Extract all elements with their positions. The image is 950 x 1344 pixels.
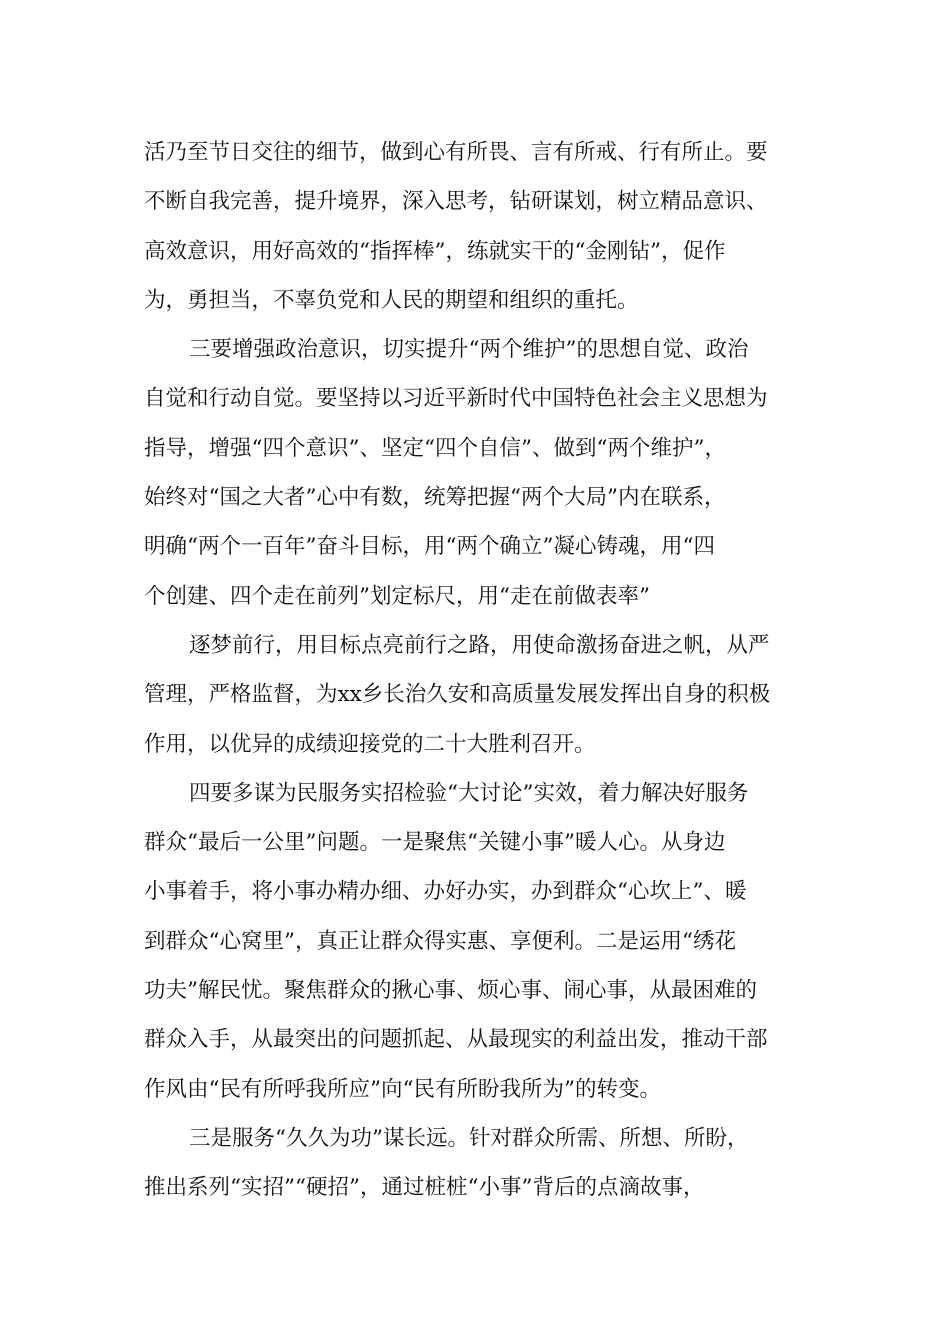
text-line: 明确“两个一百年”奋斗目标，用“两个确立”凝心铸魂，用“四 (144, 534, 715, 560)
text-line: 群众“最后一公里”问题。一是聚焦“关键小事”暖人心。从身边 (144, 830, 726, 856)
paragraph-start-line: 三要增强政治意识，切实提升“两个维护”的思想自觉、政治 (189, 337, 749, 363)
text-line: 作风由“民有所呼我所应”向“民有所盼我所为”的转变。 (144, 1076, 661, 1102)
text-line: 为，勇担当，不辜负党和人民的期望和组织的重托。 (144, 287, 639, 313)
text-line: 高效意识，用好高效的“指挥棒”，练就实干的“金刚钻”，促作 (144, 238, 726, 264)
text-line: 小事着手，将小事办精办细、办好办实，办到群众“心坎上”、暖 (144, 879, 747, 905)
paragraph-start-line: 四要多谋为民服务实招检验“大讨论”实效，着力解决好服务 (189, 780, 749, 806)
text-line: 活乃至节日交往的细节，做到心有所畏、言有所戒、行有所止。要 (144, 140, 768, 165)
text-line: 指导，增强“四个意识”、坚定“四个自信”、做到“两个维护”， (144, 435, 726, 461)
paragraph-start-line: 逐梦前行，用目标点亮前行之路，用使命激扬奋进之帆，从严 (189, 632, 770, 658)
document-body (144, 128, 824, 1213)
text-line: 始终对“国之大者”心中有数，统筹把握“两个大局”内在联系， (144, 485, 726, 511)
text-line: 群众入手，从最突出的问题抓起、从最现实的利益出发，推动干部 (144, 1027, 768, 1053)
paragraph-start-line: 三是服务“久久为功”谋长远。针对群众所需、所想、所盼， (189, 1125, 749, 1151)
text-line: 推出系列“实招”“硬招”，通过桩桩“小事”背后的点滴故事， (144, 1175, 705, 1201)
text-line: 到群众“心窝里”，真正让群众得实惠、享便利。二是运用“绣花 (144, 928, 736, 954)
text-line: 功夫”解民忧。聚焦群众的揪心事、烦心事、闹心事，从最困难的 (144, 978, 757, 1004)
text-line: 自觉和行动自觉。要坚持以习近平新时代中国特色社会主义思想为 (144, 386, 768, 412)
text-line: 管理，严格监督，为xx乡长治久安和高质量发展发挥出自身的积极 (144, 682, 771, 708)
text-line: 不断自我完善，提升境界，深入思考，钻研谋划，树立精品意识、 (144, 189, 768, 215)
text-line: 个创建、四个走在前列”划定标尺，用“走在前做表率” (144, 583, 650, 609)
text-line: 作用，以优异的成绩迎接党的二十大胜利召开。 (144, 731, 596, 757)
